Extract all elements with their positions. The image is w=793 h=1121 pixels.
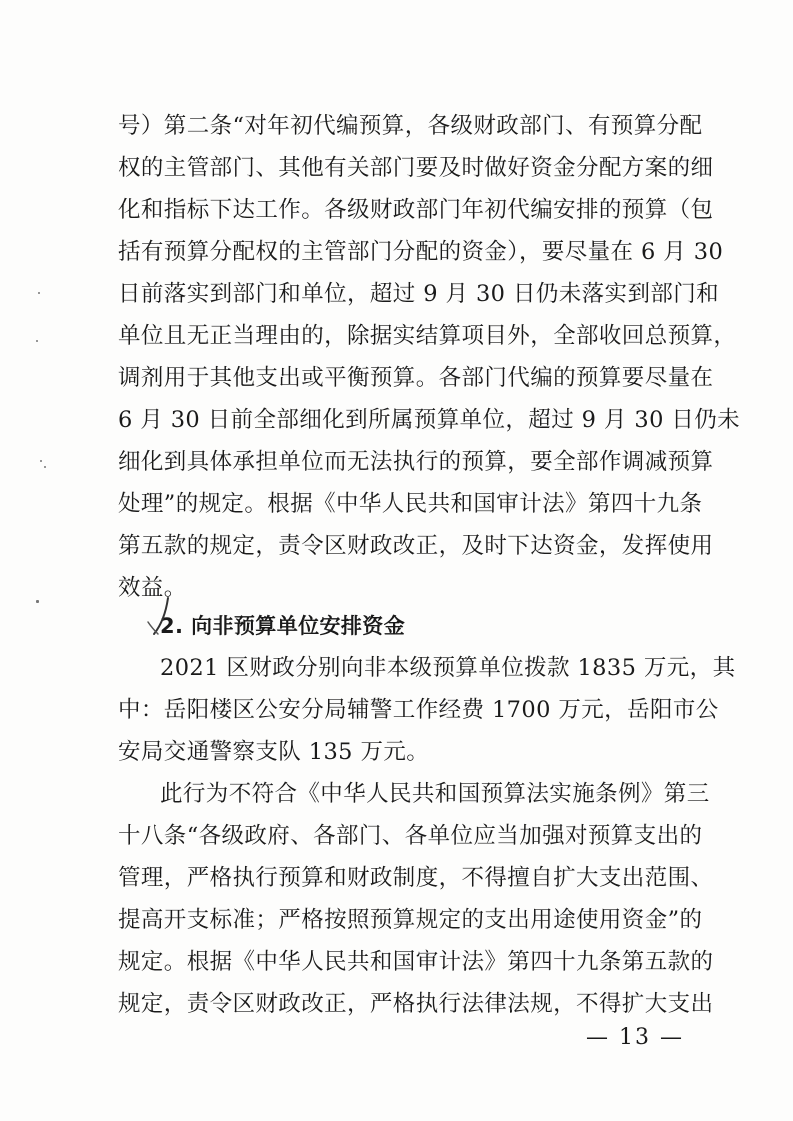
scan-speck (36, 340, 38, 342)
body-line: 十八条“各级政府、各部门、各单位应当加强对预算支出的 (118, 823, 703, 849)
body-line: 第五款的规定，责令区财政改正，及时下达资金，发挥使用 (118, 533, 714, 559)
page-number: — 13 — (586, 1025, 684, 1050)
body-line: 2021 区财政分别向非本级预算单位拨款 1835 万元，其 (160, 655, 736, 681)
body-line: 中：岳阳楼区公安分局辅警工作经费 1700 万元，岳阳市公 (118, 697, 719, 723)
body-line: 6 月 30 日前全部细化到所属预算单位，超过 9 月 30 日仍未 (118, 407, 741, 433)
scan-speck (40, 460, 42, 462)
body-line: 细化到具体承担单位而无法执行的预算，要全部作调减预算 (118, 449, 714, 475)
body-line: 括有预算分配权的主管部门分配的资金），要尽量在 6 月 30 (118, 239, 724, 265)
body-line: 号）第二条“对年初代编预算，各级财政部门、有预算分配 (118, 113, 703, 139)
handwritten-mark-icon (146, 594, 176, 640)
body-line: 单位且无正当理由的，除据实结算项目外，全部收回总预算， (118, 323, 737, 349)
body-line: 化和指标下达工作。各级财政部门年初代编安排的预算（包 (118, 197, 714, 223)
body-line: 规定。根据《中华人民共和国审计法》第四十九条第五款的 (118, 949, 714, 975)
scan-speck (44, 466, 46, 468)
body-line: 此行为不符合《中华人民共和国预算法实施条例》第三 (160, 781, 710, 807)
body-line: 日前落实到部门和单位，超过 9 月 30 日仍未落实到部门和 (118, 281, 720, 307)
body-line: 安局交通警察支队 135 万元。 (118, 739, 430, 765)
section-heading: 2. 向非预算单位安排资金 (160, 614, 406, 638)
body-line: 处理”的规定。根据《中华人民共和国审计法》第四十九条 (118, 491, 703, 517)
body-line: 权的主管部门、其他有关部门要及时做好资金分配方案的细 (118, 155, 714, 181)
scan-speck (38, 292, 40, 294)
scan-speck (36, 600, 39, 603)
body-line: 规定，责令区财政改正，严格执行法律法规，不得扩大支出 (118, 991, 714, 1017)
body-line: 管理，严格执行预算和财政制度，不得擅自扩大支出范围、 (118, 865, 714, 891)
body-line: 调剂用于其他支出或平衡预算。各部门代编的预算要尽量在 (118, 365, 714, 391)
body-line: 效益。 (118, 575, 187, 601)
body-line: 提高开支标准；严格按照预算规定的支出用途使用资金”的 (118, 907, 703, 933)
